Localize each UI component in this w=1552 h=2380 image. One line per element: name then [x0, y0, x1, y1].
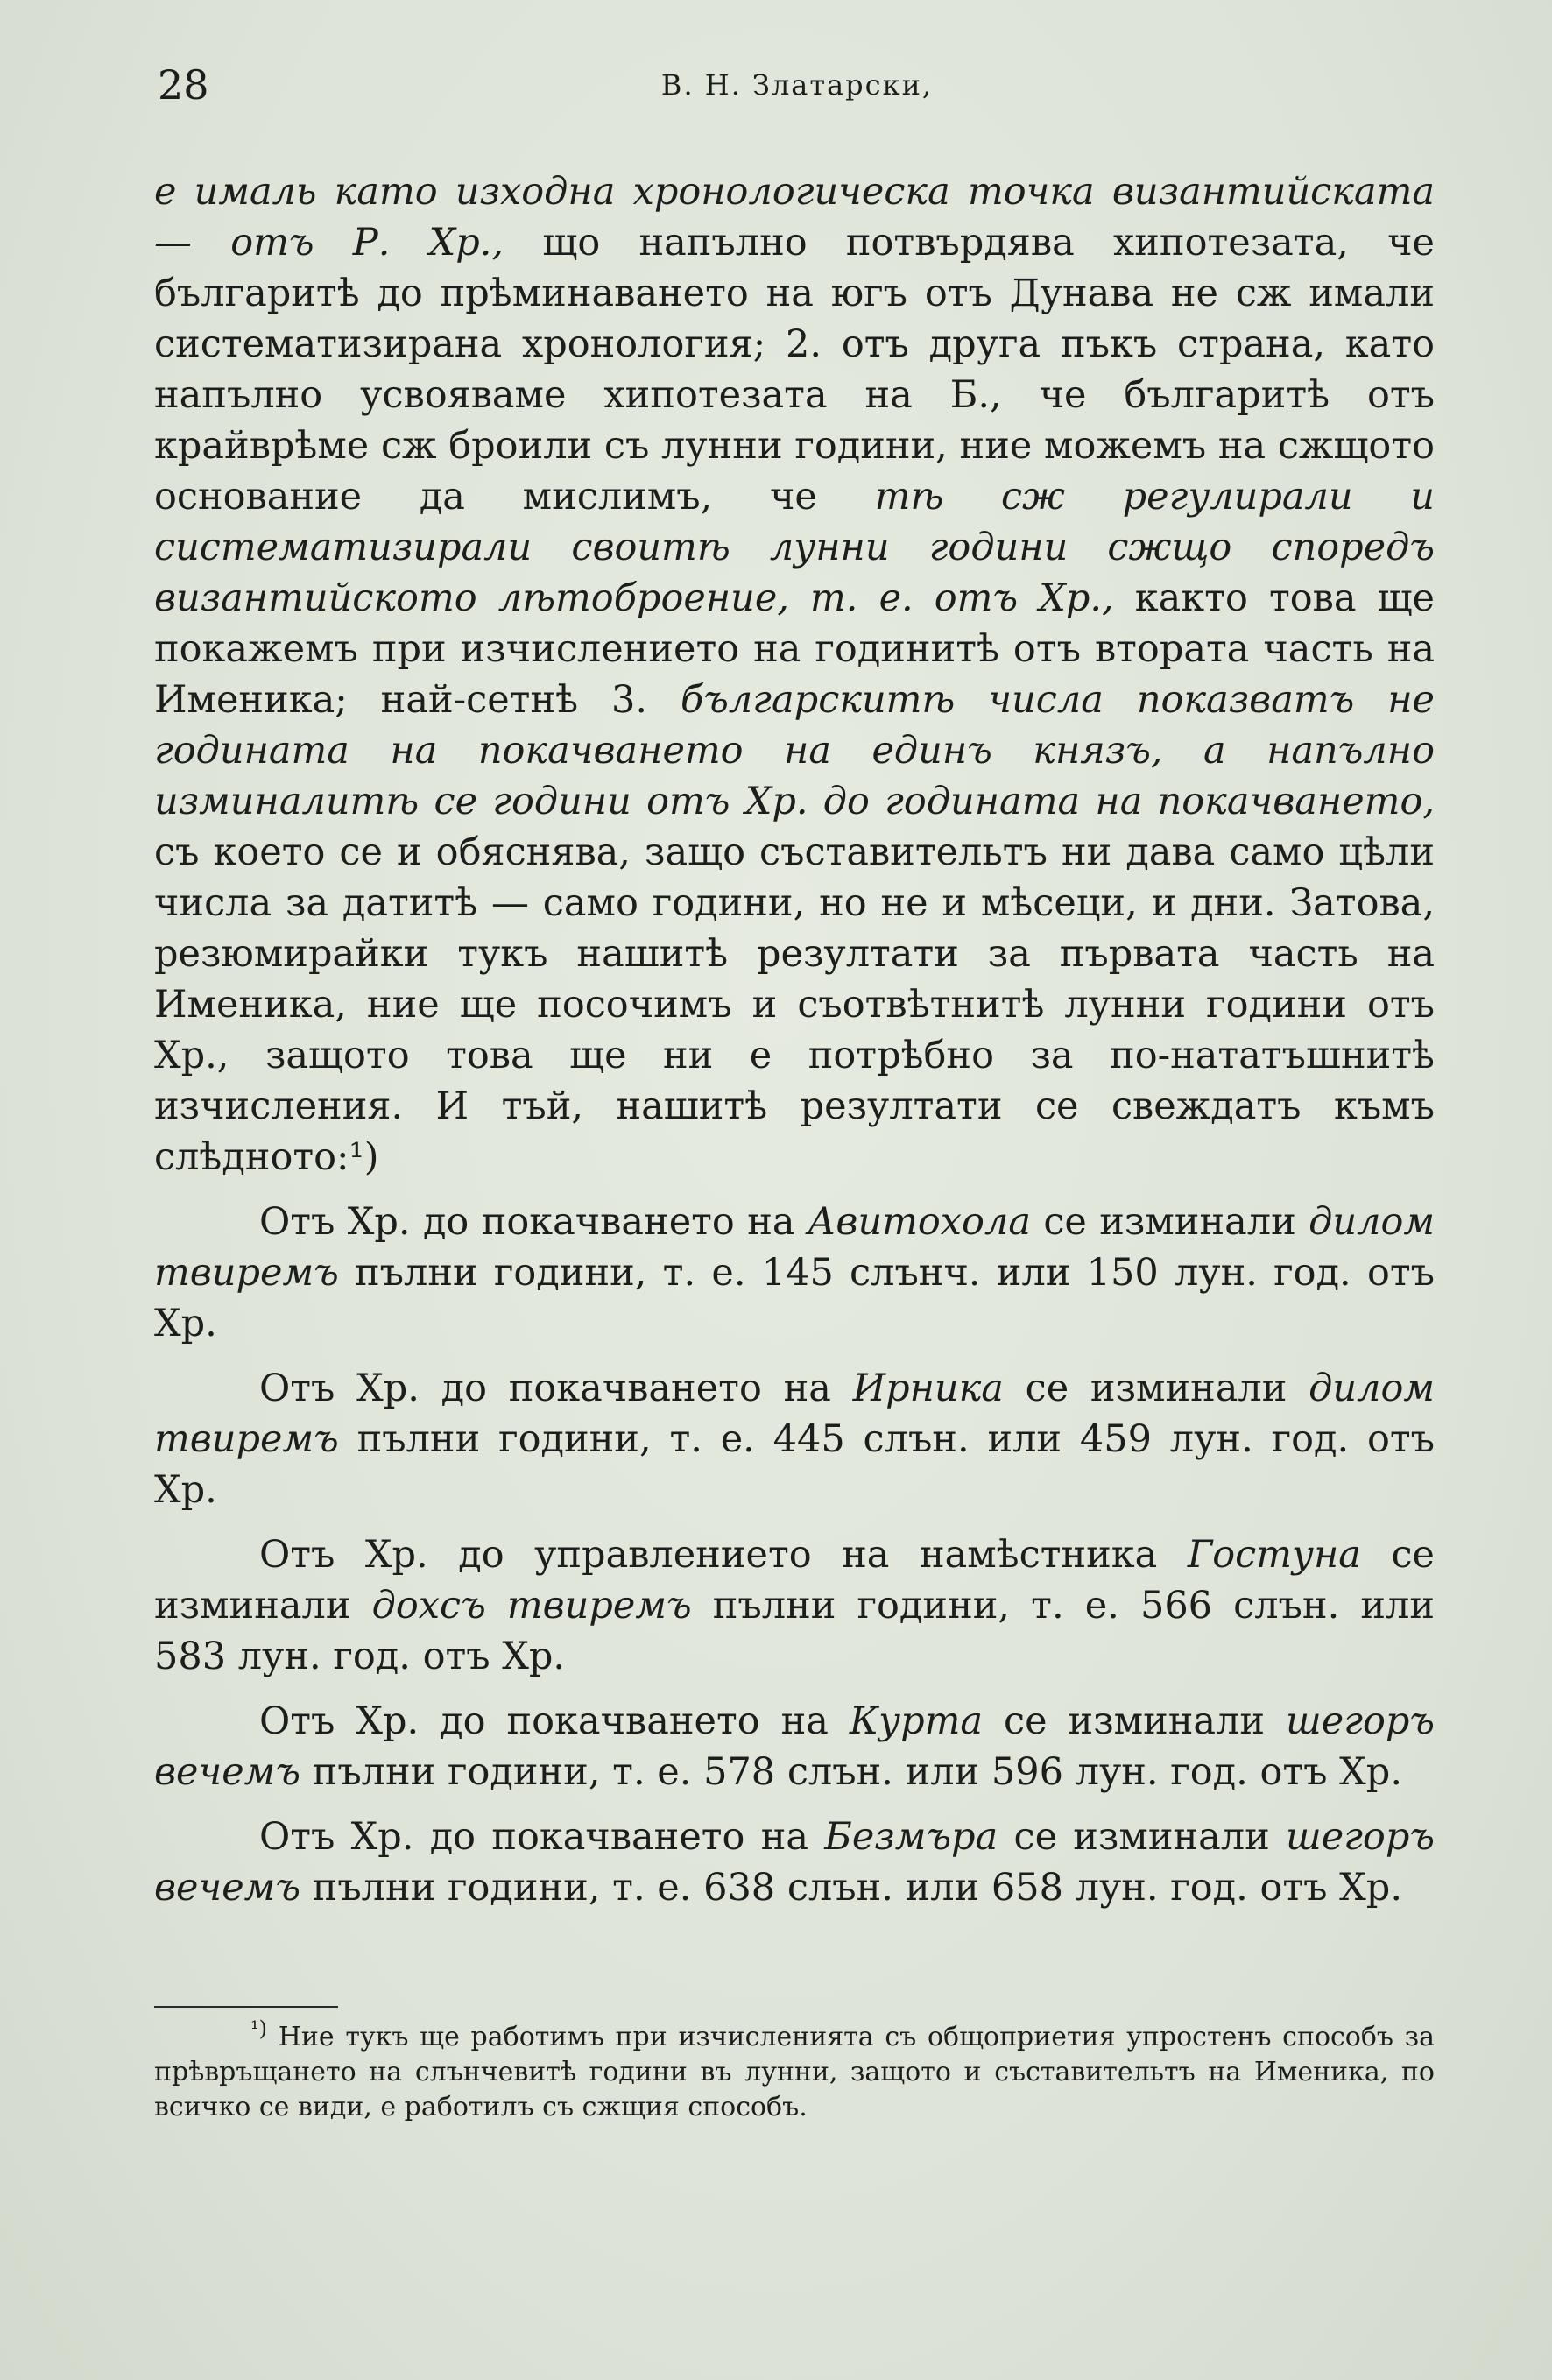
footnote-divider: [154, 2006, 338, 2008]
text-run: се изминали: [154, 1533, 1435, 1628]
text-run: пълни години, т. е. 578 слън. или 596 лун. год. отъ Хр.: [300, 1750, 1402, 1794]
footnote-text: Ние тукъ ще работимъ при изчисленията съ общоприетия упростенъ способъ за прѣвръщането на слънчевитѣ години въ лунни, защото и съставительтъ на Именика, по всичко се види, е работилъ съ сжщия способъ.: [154, 2022, 1435, 2122]
italic-run: Курта: [849, 1699, 984, 1743]
italic-run: е ималь като изходна хронологическа точка византийската — отъ Р. Хр.,: [154, 170, 1435, 265]
footnote-marker: ¹): [250, 2016, 267, 2041]
paragraph: [154, 1197, 1435, 1349]
text-run: се изминали: [1030, 1200, 1309, 1244]
italic-run: българскитѣ числа показватъ не годината на покачването на единъ князъ, а напълно изминалитѣ се години отъ Хр. до годината на покачването,: [154, 678, 1435, 823]
paragraph: [154, 1363, 1435, 1515]
paragraph: [154, 166, 1435, 1183]
text-run: що напълно потвърдява хипотезата, че българитѣ до прѣминаването на югъ отъ Дунава не сж имали систематизирана хронология; 2. отъ друга пъкъ страна, като напълно усвояваме хипотезата на Б., че българитѣ отъ крайврѣме сж броили съ лунни години, ние можемъ на сжщото основание да мислимъ, че: [154, 221, 1435, 519]
text-run: Отъ Хр. до управлението на намѣстника: [259, 1533, 1188, 1577]
text-run: пълни години, т. е. 445 слън. или 459 лун. год. отъ Хр.: [154, 1417, 1435, 1512]
paragraph: [154, 1811, 1435, 1913]
page-number: 28: [158, 61, 209, 109]
text-run: Отъ Хр. до покачването на: [259, 1367, 853, 1410]
text-run: Отъ Хр. до покачването на: [259, 1200, 808, 1244]
running-title: В. Н. Златарски,: [660, 68, 934, 102]
italic-run: Безмъра: [824, 1815, 998, 1859]
italic-run: Авитохола: [807, 1200, 1031, 1244]
italic-run: шегоръ вечемъ: [154, 1815, 1435, 1910]
text-run: Отъ Хр. до покачването на: [259, 1699, 850, 1743]
text-run: пълни години, т. е. 566 слън. или 583 лун. год. отъ Хр.: [154, 1584, 1435, 1678]
text-run: пълни години, т. е. 145 слънч. или 150 лун. год. отъ Хр.: [154, 1251, 1435, 1345]
page-header: [158, 61, 1436, 123]
italic-run: тѣ сж регулирали и систематизирали своитѣ лунни години сжщо споредъ византийското лѣтоброение, т. е. отъ Хр.,: [154, 475, 1435, 620]
text-run: се изминали: [1003, 1367, 1309, 1410]
italic-run: Ирника: [852, 1367, 1004, 1410]
italic-run: Гостуна: [1187, 1533, 1361, 1577]
paragraph: [154, 1529, 1435, 1682]
text-run: ¹): [349, 1135, 379, 1179]
body-text: [154, 166, 1435, 1913]
text-run: пълни години, т. е. 638 слън. или 658 лун. год. отъ Хр.: [300, 1866, 1402, 1910]
italic-run: шегоръ вечемъ: [154, 1699, 1436, 1794]
italic-run: дилом твиремъ: [154, 1367, 1435, 1461]
text-run: Отъ Хр. до покачването на: [259, 1815, 825, 1859]
footnote: [154, 2016, 1435, 2125]
paragraph: [154, 1696, 1435, 1797]
text-run: се изминали: [998, 1815, 1287, 1859]
text-run: както това ще покажемъ при изчислението на годинитѣ отъ втората часть на Именика; най-сетнѣ 3.: [154, 576, 1435, 722]
text-run: се изминали: [983, 1699, 1287, 1743]
italic-run: дохсъ твиремъ: [371, 1584, 692, 1628]
text-run: съ което се и обяснява, защо съставительтъ ни дава само цѣли числа за датитѣ — само години, но не и мѣсеци, и дни. Затова, резюмирайки тукъ нашитѣ резултати за първата часть на Именика, ние ще посочимъ и съотвѣтнитѣ лунни години отъ Хр., защото това ще ни е потрѣбно за по-нататъшнитѣ изчисления. И тъй, нашитѣ резултати се свеждатъ къмъ слѣдното:: [154, 830, 1435, 1179]
italic-run: дилом твиремъ: [154, 1200, 1435, 1295]
